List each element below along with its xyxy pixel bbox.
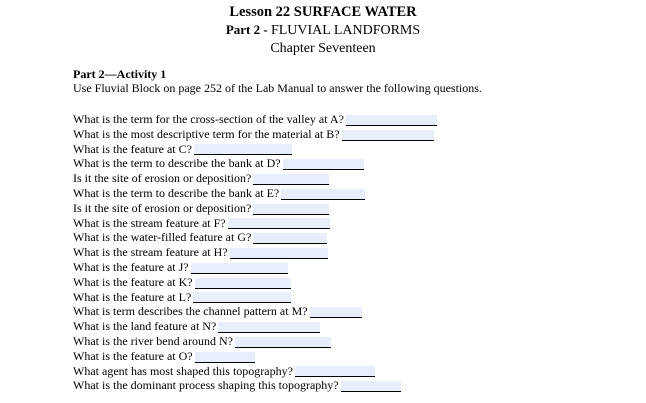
answer-field[interactable] (218, 322, 320, 333)
question-list (73, 112, 437, 393)
part-label: Part 2 - (225, 22, 271, 37)
question-text: What is the feature at O? (73, 348, 193, 363)
question-item (73, 245, 437, 260)
question-text: What is the stream feature at F? (73, 215, 226, 230)
answer-field[interactable] (253, 233, 327, 244)
answer-field[interactable] (310, 307, 362, 318)
question-item (73, 290, 437, 305)
question-item (73, 186, 437, 201)
chapter-title: Chapter Seventeen (270, 41, 376, 56)
activity-instruction: Use Fluvial Block on page 252 of the Lab Manual to answer the following questions. (73, 81, 482, 95)
question-text: What is the term for the cross-section of the valley at A? (73, 112, 344, 126)
question-text: What is the feature at J? (73, 259, 189, 274)
question-text: What is the term to describe the bank at E? (73, 185, 280, 200)
part-subtitle (0, 21, 646, 40)
question-text: What agent has most shaped this topography? (73, 363, 293, 378)
answer-field[interactable] (194, 144, 292, 155)
answer-field[interactable] (228, 218, 330, 229)
question-item (73, 142, 437, 157)
question-item (73, 112, 437, 127)
question-text: What is the dominant process shaping this topography? (73, 378, 339, 393)
question-item (73, 349, 437, 364)
question-item (73, 127, 437, 142)
question-item (73, 364, 437, 379)
question-item (73, 216, 437, 231)
answer-field[interactable] (346, 115, 437, 126)
question-item (73, 275, 437, 290)
question-item (73, 304, 437, 319)
question-text: What is the water-filled feature at G? (73, 230, 252, 245)
answer-field[interactable] (235, 337, 331, 348)
answer-field[interactable] (230, 248, 328, 259)
question-item (73, 319, 437, 334)
question-text: What is the land feature at N? (73, 319, 217, 334)
question-item (73, 171, 437, 186)
question-text: What is the feature at L? (73, 289, 192, 304)
question-item (73, 334, 437, 349)
question-text: Is it the site of erosion or deposition? (73, 171, 252, 186)
document-header (0, 3, 646, 58)
question-text: What is the river bend around N? (73, 333, 233, 348)
answer-field[interactable] (283, 159, 364, 170)
question-text: What is the most descriptive term for the material at B? (73, 126, 340, 141)
question-item (73, 378, 437, 393)
answer-field[interactable] (341, 381, 401, 392)
question-item (73, 201, 437, 216)
question-item (73, 260, 437, 275)
question-text: Is it the site of erosion or deposition? (73, 200, 252, 215)
question-text: What is the feature at K? (73, 274, 193, 289)
answer-field[interactable] (191, 263, 288, 274)
answer-field[interactable] (281, 189, 365, 200)
answer-field[interactable] (195, 352, 255, 363)
answer-field[interactable] (253, 174, 329, 185)
question-item (73, 230, 437, 245)
question-text: What is the feature at C? (73, 141, 192, 156)
activity-heading: Part 2—Activity 1 (73, 67, 167, 81)
answer-field[interactable] (195, 278, 291, 289)
answer-field[interactable] (342, 130, 434, 141)
answer-field[interactable] (295, 366, 375, 377)
lesson-title: Lesson 22 SURFACE WATER (229, 4, 417, 20)
question-item (73, 156, 437, 171)
part-name: FLUVIAL LANDFORMS (270, 23, 421, 38)
question-text: What is the term to describe the bank at D? (73, 156, 281, 171)
answer-field[interactable] (253, 204, 329, 215)
question-text: What is term describes the channel pattern at M? (73, 304, 308, 319)
answer-field[interactable] (193, 292, 291, 303)
question-text: What is the stream feature at H? (73, 245, 228, 260)
